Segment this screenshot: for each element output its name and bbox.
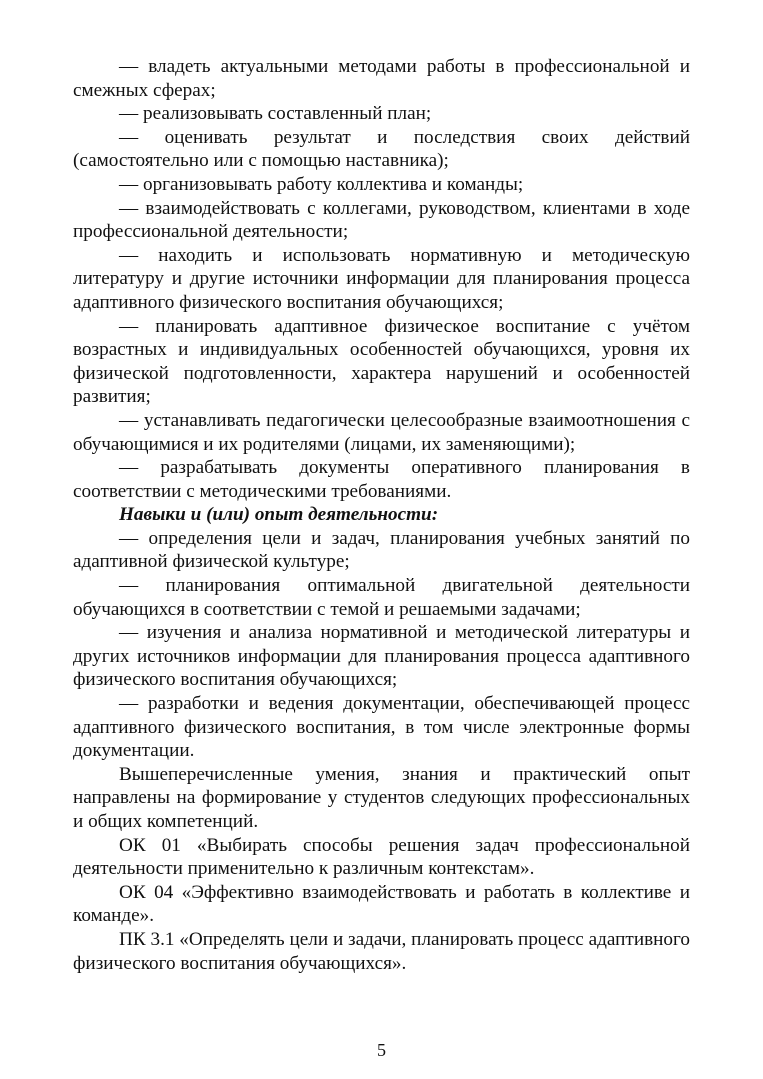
body-paragraph: Вышеперечисленные умения, знания и практический опыт направлены на формирование у студентов следующих профессиональных и общих компетенций. [73,763,690,832]
competency-ok04: ОК 04 «Эффективно взаимодействовать и работать в коллективе и команде». [73,881,690,927]
section-heading: Навыки и (или) опыт деятельности: [119,504,439,526]
list-item: — оценивать результат и последствия своих действий (самостоятельно или с помощью наставника); [73,126,690,172]
list-item: — изучения и анализа нормативной и методической литературы и других источников информации для планирования процесса адаптивного физического воспитания обучающихся; [73,622,690,691]
list-item: — планировать адаптивное физическое воспитание с учётом возрастных и индивидуальных особенностей обучающихся, уровня их физической подготовленности, характера нарушений и особенностей развития; [73,315,690,408]
list-item: — устанавливать педагогически целесообразные взаимоотношения с обучающимися и их родителями (лицами, их заменяющими); [73,409,690,455]
page-number: 5 [377,1040,386,1060]
list-item: — разработки и ведения документации, обеспечивающей процесс адаптивного физического воспитания, в том числе электронные формы документации. [73,693,690,762]
page-body [73,55,690,975]
list-item: — разрабатывать документы оперативного планирования в соответствии с методическими требованиями. [73,457,690,502]
competency-ok01: ОК 01 «Выбирать способы решения задач профессиональной деятельности применительно к различным контекстам». [73,834,690,880]
list-item: — реализовывать составленный план; [119,103,432,125]
list-item: — определения цели и задач, планирования учебных занятий по адаптивной физической культуре; [73,527,690,573]
list-item: — планирования оптимальной двигательной деятельности обучающихся в соответствии с темой и решаемыми задачами; [73,575,690,620]
competency-pk31: ПК 3.1 «Определять цели и задачи, планировать процесс адаптивного физического воспитания обучающихся». [73,928,690,974]
list-item: — находить и использовать нормативную и методическую литературу и другие источники информации для планирования процесса адаптивного физического воспитания обучающихся; [73,244,690,313]
list-item: — взаимодействовать с коллегами, руководством, клиентами в ходе профессиональной деятельности; [73,197,690,243]
list-item: — владеть актуальными методами работы в профессиональной и смежных сферах; [73,56,690,101]
list-item: — организовывать работу коллектива и команды; [119,173,524,195]
